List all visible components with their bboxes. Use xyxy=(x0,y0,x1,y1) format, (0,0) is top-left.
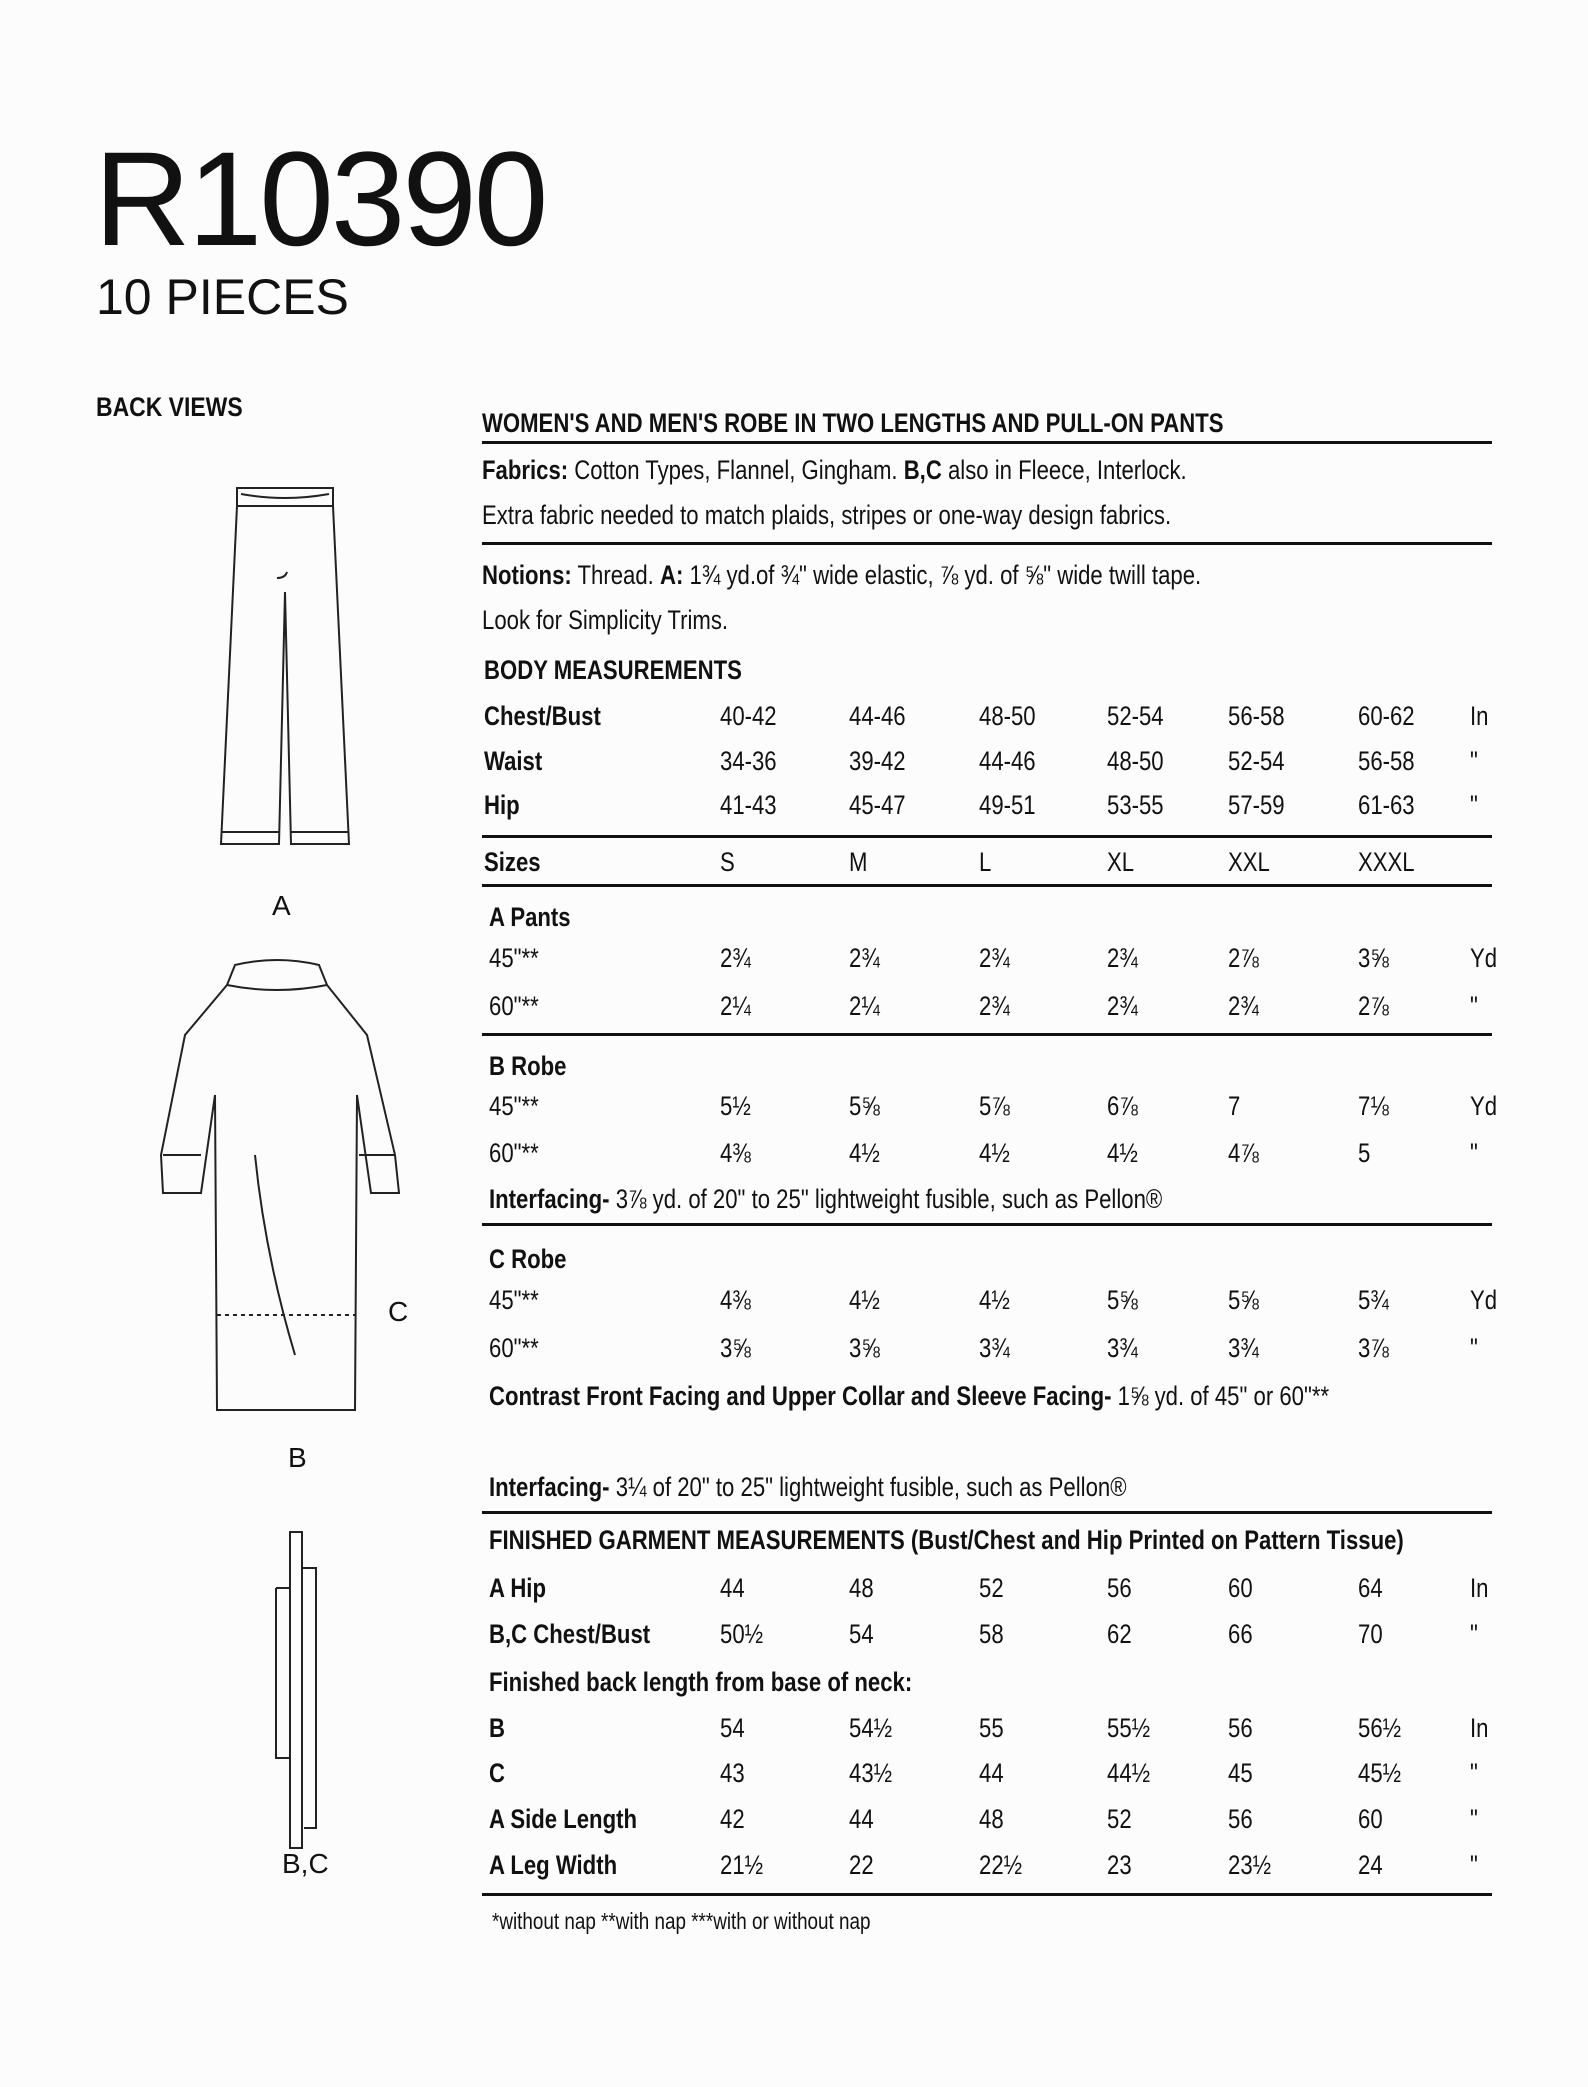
table-cell: 5½ xyxy=(720,1091,751,1121)
row-label xyxy=(489,1186,1162,1213)
row-label-text: Contrast Front Facing and Upper Collar and Sleeve Facing- xyxy=(489,1381,1112,1411)
table-cell: 55½ xyxy=(1107,1713,1151,1743)
unit-label: " xyxy=(1470,991,1478,1021)
table-cell: 2⅞ xyxy=(1358,991,1389,1021)
table-cell: XXXL xyxy=(1358,847,1415,877)
table-cell: 5⅞ xyxy=(979,1091,1010,1121)
table-cell: 43½ xyxy=(849,1758,893,1788)
view-label-a: A xyxy=(272,890,291,921)
row-label xyxy=(489,1669,912,1696)
row-note: 3¼ of 20" to 25" lightweight fusible, such as Pellon® xyxy=(609,1472,1127,1502)
pants-back-view-drawing xyxy=(215,482,355,854)
table-cell: 3¾ xyxy=(1107,1333,1138,1363)
unit-label: " xyxy=(1470,1619,1478,1649)
divider xyxy=(482,1033,1492,1036)
view-label-bc: B,C xyxy=(282,1848,329,1879)
notions-label: Notions: xyxy=(482,560,572,590)
table-cell: 56½ xyxy=(1358,1713,1402,1743)
view-label-b: B xyxy=(288,1442,307,1473)
row-label-text: C xyxy=(489,1758,505,1788)
table-cell: 2¾ xyxy=(979,943,1010,973)
table-cell: 7⅛ xyxy=(1358,1091,1389,1121)
row-label xyxy=(489,1715,505,1742)
table-cell: 4⅜ xyxy=(720,1285,751,1315)
table-cell: 64 xyxy=(1358,1573,1383,1603)
table-cell: 44½ xyxy=(1107,1758,1151,1788)
row-label xyxy=(484,849,541,876)
fabrics-label: Fabrics: xyxy=(482,455,569,485)
table-cell: 43 xyxy=(720,1758,745,1788)
row-label-text: C Robe xyxy=(489,1244,567,1274)
table-cell: 2¾ xyxy=(720,943,751,973)
table-cell: 45 xyxy=(1228,1758,1253,1788)
row-label-text: B,C Chest/Bust xyxy=(489,1619,651,1649)
table-cell: 2¾ xyxy=(849,943,880,973)
notions-line-2: Look for Simplicity Trims. xyxy=(482,605,729,635)
table-cell: 44 xyxy=(979,1758,1004,1788)
unit-label: In xyxy=(1470,1713,1489,1743)
pattern-title: WOMEN'S AND MEN'S ROBE IN TWO LENGTHS AND PULL-ON PANTS xyxy=(482,408,1224,438)
table-cell: 6⅞ xyxy=(1107,1091,1138,1121)
divider xyxy=(482,835,1492,838)
table-cell: 4⅜ xyxy=(720,1138,751,1168)
back-views-heading: BACK VIEWS xyxy=(96,392,243,422)
row-label-text: Interfacing- xyxy=(489,1472,610,1502)
row-label-text: 60"** xyxy=(489,1138,539,1168)
table-cell: 4½ xyxy=(979,1285,1010,1315)
table-cell: 53-55 xyxy=(1107,790,1164,820)
row-label xyxy=(489,1621,650,1648)
row-label xyxy=(489,1287,539,1314)
table-cell: 3⅝ xyxy=(720,1333,751,1363)
table-cell: 22½ xyxy=(979,1850,1023,1880)
table-cell: 55 xyxy=(979,1713,1004,1743)
unit-label: In xyxy=(1470,701,1489,731)
row-label xyxy=(489,945,539,972)
table-cell: 60 xyxy=(1358,1804,1383,1834)
row-label xyxy=(489,1806,637,1833)
table-cell: 60-62 xyxy=(1358,701,1415,731)
fabrics-line-1 xyxy=(482,457,1187,484)
table-cell: 40-42 xyxy=(720,701,777,731)
table-cell: 4½ xyxy=(979,1138,1010,1168)
pattern-number: R10390 xyxy=(94,125,546,274)
fabrics-line-2: Extra fabric needed to match plaids, stripes or one-way design fabrics. xyxy=(482,500,1172,530)
belt-back-view-drawing xyxy=(270,1528,330,1853)
table-cell: 3⅝ xyxy=(1358,943,1389,973)
table-cell: 52 xyxy=(1107,1804,1132,1834)
unit-label: Yd xyxy=(1470,1285,1498,1315)
table-cell: 62 xyxy=(1107,1619,1132,1649)
table-cell: 57-59 xyxy=(1228,790,1285,820)
table-cell: 4½ xyxy=(849,1285,880,1315)
table-cell: 45½ xyxy=(1358,1758,1402,1788)
row-label xyxy=(489,993,539,1020)
table-cell: 54 xyxy=(849,1619,874,1649)
table-cell: 39-42 xyxy=(849,746,906,776)
table-cell: 56 xyxy=(1107,1573,1132,1603)
row-label-text: Hip xyxy=(484,790,520,820)
row-label xyxy=(489,1474,1127,1501)
footnote: *without nap **with nap ***with or without nap xyxy=(492,1908,871,1934)
table-cell: 5 xyxy=(1358,1138,1371,1168)
table-cell: 56-58 xyxy=(1358,746,1415,776)
fabrics-views: B,C xyxy=(903,455,942,485)
divider xyxy=(482,1893,1492,1896)
table-cell: 66 xyxy=(1228,1619,1253,1649)
table-cell: 23 xyxy=(1107,1850,1132,1880)
fabrics-text: Cotton Types, Flannel, Gingham. xyxy=(568,455,904,485)
table-cell: 34-36 xyxy=(720,746,777,776)
divider xyxy=(482,441,1492,444)
table-cell: 2¾ xyxy=(1107,943,1138,973)
row-label-text: Chest/Bust xyxy=(484,701,601,731)
table-cell: 2¾ xyxy=(1107,991,1138,1021)
row-label xyxy=(489,1760,505,1787)
notions-line-1 xyxy=(482,562,1201,589)
table-cell: 44 xyxy=(849,1804,874,1834)
table-cell: 3⅝ xyxy=(849,1333,880,1363)
row-label xyxy=(484,703,601,730)
row-label xyxy=(489,1140,539,1167)
table-cell: L xyxy=(979,847,992,877)
row-label-text: A Side Length xyxy=(489,1804,638,1834)
table-cell: 49-51 xyxy=(979,790,1036,820)
row-label xyxy=(489,1575,546,1602)
table-cell: 3¾ xyxy=(979,1333,1010,1363)
table-cell: 70 xyxy=(1358,1619,1383,1649)
fabrics-text-2: also in Fleece, Interlock. xyxy=(941,455,1187,485)
table-cell: 5⅝ xyxy=(1107,1285,1138,1315)
row-label-text: B Robe xyxy=(489,1051,567,1081)
row-note: 3⅞ yd. of 20" to 25" lightweight fusible, such as Pellon® xyxy=(609,1184,1163,1214)
table-cell: 50½ xyxy=(720,1619,764,1649)
table-cell: 56-58 xyxy=(1228,701,1285,731)
row-note: 1⅝ yd. of 45" or 60"** xyxy=(1111,1381,1330,1411)
row-label-text: 45"** xyxy=(489,943,539,973)
unit-label: " xyxy=(1470,1850,1478,1880)
table-cell: 54½ xyxy=(849,1713,893,1743)
row-label xyxy=(484,748,542,775)
row-label-text: FINISHED GARMENT MEASUREMENTS (Bust/Chest and Hip Printed on Pattern Tissue) xyxy=(489,1525,1404,1555)
notions-text: Thread. xyxy=(571,560,660,590)
table-cell: 48-50 xyxy=(1107,746,1164,776)
row-label-text: 45"** xyxy=(489,1091,539,1121)
row-label-text: Waist xyxy=(484,746,543,776)
row-label xyxy=(489,1053,566,1080)
table-cell: 4½ xyxy=(849,1138,880,1168)
table-cell: 4⅞ xyxy=(1228,1138,1259,1168)
table-cell: 5⅝ xyxy=(1228,1285,1259,1315)
table-cell: 2¼ xyxy=(849,991,880,1021)
row-label-text: 60"** xyxy=(489,991,539,1021)
notions-text-2: 1¾ yd.of ¾" wide elastic, ⅞ yd. of ⅝" wide twill tape. xyxy=(683,560,1202,590)
divider xyxy=(482,1511,1492,1514)
divider xyxy=(482,542,1492,545)
table-cell: 44-46 xyxy=(979,746,1036,776)
table-cell: 52-54 xyxy=(1107,701,1164,731)
row-label xyxy=(489,1246,566,1273)
table-cell: 56 xyxy=(1228,1713,1253,1743)
table-cell: 52 xyxy=(979,1573,1004,1603)
row-label-text: 60"** xyxy=(489,1333,539,1363)
body-measurements-heading: BODY MEASUREMENTS xyxy=(484,655,742,685)
table-cell: 23½ xyxy=(1228,1850,1272,1880)
row-label xyxy=(489,1335,539,1362)
table-cell: 56 xyxy=(1228,1804,1253,1834)
pieces-count: 10 PIECES xyxy=(96,269,349,325)
table-cell: 2¾ xyxy=(1228,991,1259,1021)
unit-label: " xyxy=(1470,1804,1478,1834)
table-cell: 44-46 xyxy=(849,701,906,731)
row-label-text: A Leg Width xyxy=(489,1850,618,1880)
row-label-text: Interfacing- xyxy=(489,1184,610,1214)
unit-label: " xyxy=(1470,1138,1478,1168)
divider xyxy=(482,884,1492,887)
table-cell: 7 xyxy=(1228,1091,1241,1121)
row-label xyxy=(489,1527,1404,1554)
table-cell: 2¾ xyxy=(979,991,1010,1021)
row-label xyxy=(484,792,520,819)
row-label-text: Sizes xyxy=(484,847,541,877)
row-label-text: A Hip xyxy=(489,1573,546,1603)
row-label xyxy=(489,1383,1329,1410)
table-cell: 2¼ xyxy=(720,991,751,1021)
row-label-text: B xyxy=(489,1713,505,1743)
robe-back-view-drawing xyxy=(155,955,405,1417)
unit-label: " xyxy=(1470,790,1478,820)
unit-label: " xyxy=(1470,1758,1478,1788)
table-cell: XL xyxy=(1107,847,1135,877)
unit-label: Yd xyxy=(1470,1091,1498,1121)
table-cell: 22 xyxy=(849,1850,874,1880)
table-cell: 48-50 xyxy=(979,701,1036,731)
table-cell: XXL xyxy=(1228,847,1270,877)
row-label-text: Finished back length from base of neck: xyxy=(489,1667,913,1697)
table-cell: 21½ xyxy=(720,1850,764,1880)
table-cell: 41-43 xyxy=(720,790,777,820)
table-cell: 2⅞ xyxy=(1228,943,1259,973)
row-label-text: 45"** xyxy=(489,1285,539,1315)
divider xyxy=(482,1223,1492,1226)
row-label-text: A Pants xyxy=(489,902,571,932)
unit-label: " xyxy=(1470,746,1478,776)
notions-view: A: xyxy=(659,560,684,590)
table-cell: 3¾ xyxy=(1228,1333,1259,1363)
table-cell: 5¾ xyxy=(1358,1285,1389,1315)
table-cell: S xyxy=(720,847,735,877)
table-cell: 60 xyxy=(1228,1573,1253,1603)
table-cell: M xyxy=(849,847,868,877)
row-label xyxy=(489,1852,617,1879)
table-cell: 5⅝ xyxy=(849,1091,880,1121)
unit-label: " xyxy=(1470,1333,1478,1363)
table-cell: 24 xyxy=(1358,1850,1383,1880)
table-cell: 48 xyxy=(849,1573,874,1603)
view-label-c: C xyxy=(388,1296,409,1327)
unit-label: In xyxy=(1470,1573,1489,1603)
row-label xyxy=(489,904,571,931)
table-cell: 48 xyxy=(979,1804,1004,1834)
table-cell: 61-63 xyxy=(1358,790,1415,820)
table-cell: 44 xyxy=(720,1573,745,1603)
row-label xyxy=(489,1093,539,1120)
table-cell: 54 xyxy=(720,1713,745,1743)
table-cell: 45-47 xyxy=(849,790,906,820)
unit-label: Yd xyxy=(1470,943,1498,973)
table-cell: 3⅞ xyxy=(1358,1333,1389,1363)
table-cell: 4½ xyxy=(1107,1138,1138,1168)
table-cell: 52-54 xyxy=(1228,746,1285,776)
table-cell: 58 xyxy=(979,1619,1004,1649)
table-cell: 42 xyxy=(720,1804,745,1834)
